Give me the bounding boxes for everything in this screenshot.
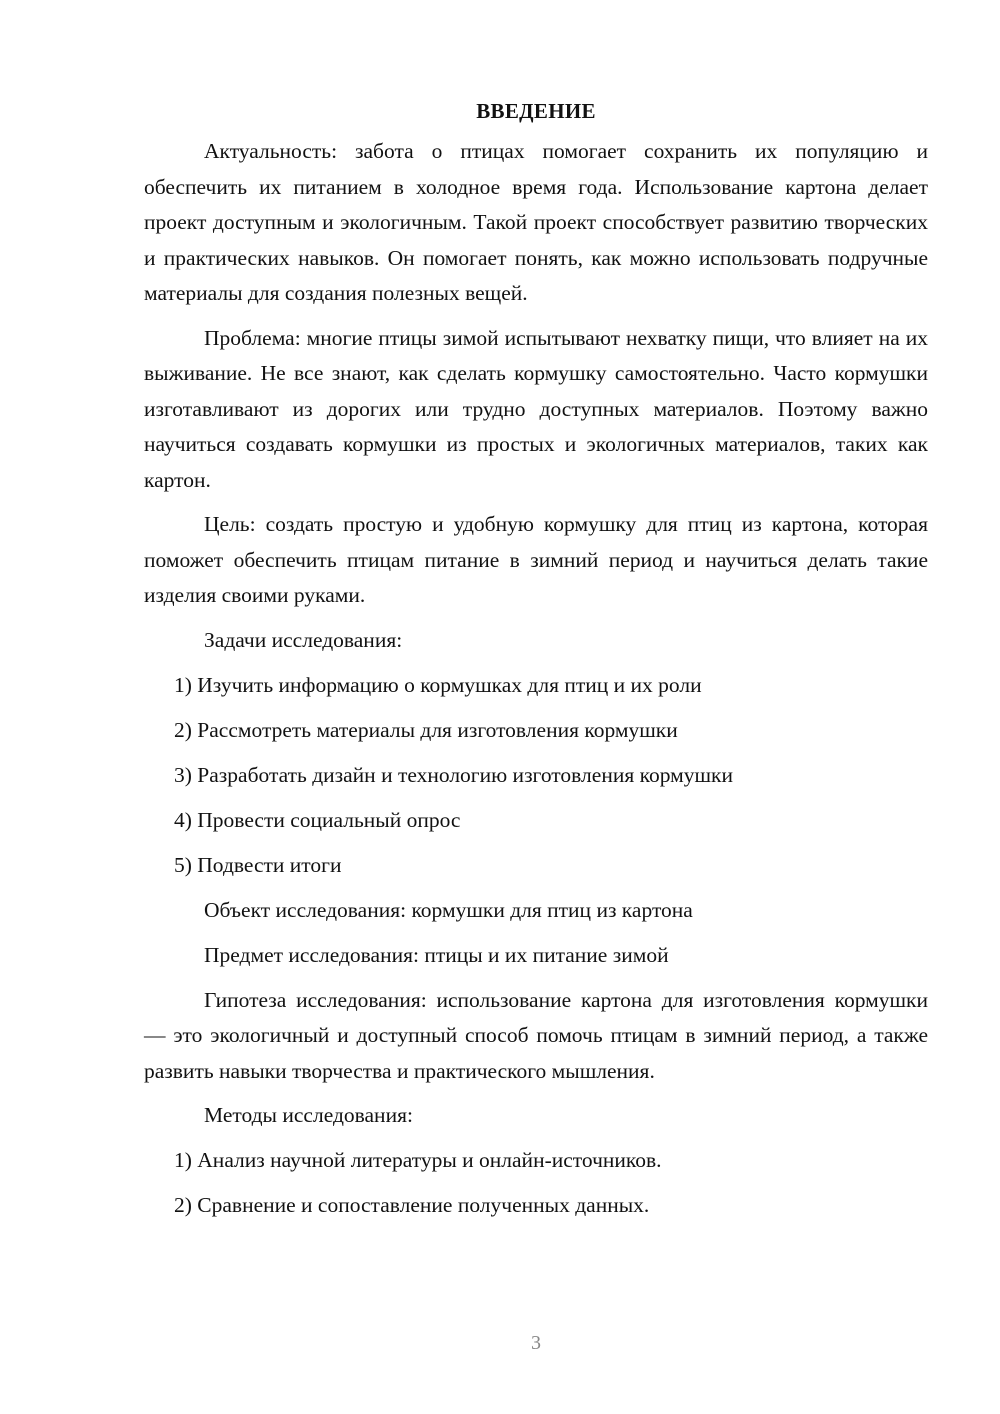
research-object: Объект исследования: кормушки для птиц из картона — [204, 897, 693, 922]
tasks-heading: Задачи исследования: — [204, 627, 403, 652]
relevance-paragraph: Актуальность: забота о птицах помогает сохранить их популяцию и обеспечить их питанием в холодное время года. Использование картона делает проект доступным и экологичным. Такой проект способствует развитию творческих и практических навыков. Он помогает понять, как можно использовать подручные материалы для создания полезных вещей. — [144, 139, 928, 305]
research-subject: Предмет исследования: птицы и их питание зимой — [204, 942, 669, 967]
document-page — [144, 96, 928, 1233]
task-item: 4) Провести социальный опрос — [174, 807, 461, 832]
goal-paragraph: Цель: создать простую и удобную кормушку для птиц из картона, которая поможет обеспечить птицам питание в зимний период и научиться делать такие изделия своими руками. — [144, 512, 928, 607]
methods-heading: Методы исследования: — [204, 1103, 413, 1127]
page-title: ВВЕДЕНИЕ — [476, 99, 596, 123]
hypothesis-paragraph: Гипотеза исследования: использование картона для изготовления кормушки — это экологичный и доступный способ помочь птицам в зимний период, а также развить навыки творчества и практического мышления. — [144, 987, 928, 1083]
task-item: 3) Разработать дизайн и технологию изготовления кормушки — [174, 762, 733, 787]
task-item: 5) Подвести итоги — [174, 852, 342, 877]
method-item: 2) Сравнение и сопоставление полученных данных. — [174, 1193, 650, 1217]
task-item: 1) Изучить информацию о кормушках для птиц и их роли — [174, 672, 702, 697]
problem-paragraph: Проблема: многие птицы зимой испытывают нехватку пищи, что влияет на их выживание. Не все знают, как сделать кормушку самостоятельно. Часто кормушки изготавливают из дорогих или трудно доступных материалов. Поэтому важно научиться создавать кормушки из простых и экологичных материалов, таких как картон. — [144, 325, 928, 492]
method-item: 1) Анализ научной литературы и онлайн-источников. — [174, 1148, 662, 1172]
page-number: 3 — [531, 1332, 541, 1354]
task-item: 2) Рассмотреть материалы для изготовления кормушки — [174, 717, 678, 742]
